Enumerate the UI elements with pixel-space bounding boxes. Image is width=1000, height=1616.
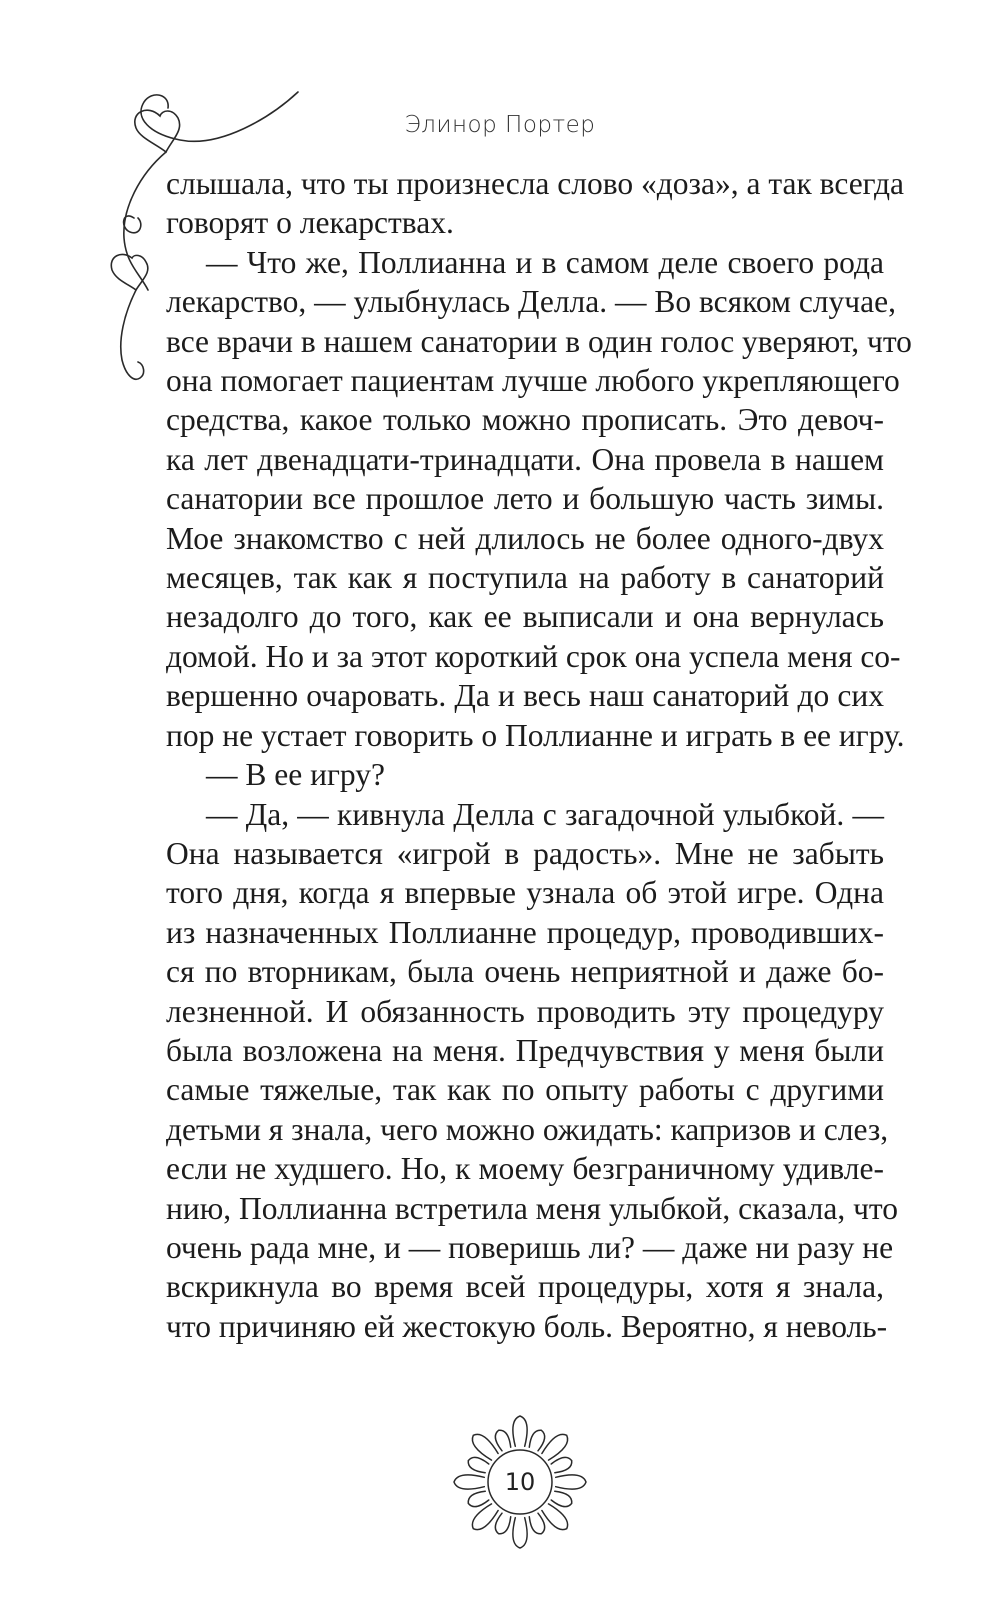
text-line: лекарство, — улыбнулась Делла. — Во всяком случае, (166, 284, 896, 320)
text-line: детьми я знала, чего можно ожидать: капризов и слез, (166, 1111, 889, 1147)
text-line: очень рада мне, и — поверишь ли? — даже ни разу не (166, 1229, 894, 1265)
sun-ray (551, 1491, 572, 1506)
text-line: самые тяжелые, так как по опыту работы с другими (166, 1072, 884, 1108)
text-line: она помогает пациентам лучше любого укрепляющего (166, 363, 900, 399)
page-number: 10 (504, 1468, 536, 1496)
text-line: санатории все прошлое лето и большую часть зимы. (166, 481, 884, 517)
sun-ray (495, 1430, 510, 1451)
sun-ray (495, 1513, 510, 1534)
text-line: — Что же, Поллианна и в самом деле своего рода (206, 244, 884, 280)
text-line: говорят о лекарствах. (166, 205, 454, 241)
text-line: из назначенных Поллианне процедур, проводивших- (166, 914, 884, 950)
text-line: ка лет двенадцати-тринадцати. Она провела в нашем (166, 441, 884, 477)
text-line: Она называется «игрой в радость». Мне не забыть (166, 835, 884, 871)
text-line: была возложена на меня. Предчувствия у меня были (166, 1032, 884, 1068)
sun-ray (529, 1430, 544, 1451)
text-line: все врачи в нашем санатории в один голос уверяют, что (166, 323, 912, 359)
text-line: что причиняю ей жестокую боль. Вероятно, я неволь- (166, 1308, 888, 1344)
text-line: незадолго до того, как ее выписали и она вернулась (166, 599, 884, 635)
sun-ray (454, 1475, 484, 1489)
text-line: месяцев, так как я поступила на работу в санаторий (166, 560, 884, 596)
text-line: лезненной. И обязанность проводить эту процедуру (166, 993, 884, 1029)
text-line: — В ее игру? (206, 757, 385, 793)
text-line: слышала, что ты произнесла слово «доза», а так всегда (166, 166, 905, 201)
text-line: Мое знакомство с ней длилось не более одного-двух (166, 520, 884, 556)
text-line: нию, Поллианна встретила меня улыбкой, сказала, что (166, 1190, 899, 1226)
sun-ray (529, 1513, 544, 1534)
text-line: — Да, — кивнула Делла с загадочной улыбкой. — (206, 796, 884, 832)
page-body-text (166, 164, 912, 1346)
sun-ray (556, 1475, 586, 1489)
sun-ray (513, 1416, 527, 1446)
text-line: ся по вторникам, была очень неприятной и даже бо- (166, 954, 884, 990)
text-line: вершенно очаровать. Да и весь наш санаторий до сих (166, 678, 884, 714)
text-line: если не худшего. Но, к моему безграничному удивле- (166, 1151, 884, 1187)
sun-ray (468, 1457, 489, 1472)
text-line: вскрикнула во время всей процедуры, хотя я знала, (166, 1269, 884, 1305)
text-line: домой. Но и за этот короткий срок она успела меня со- (166, 638, 901, 674)
sun-ray (468, 1491, 489, 1506)
sun-ray (551, 1457, 572, 1472)
running-head: Элинор Портер (404, 112, 596, 138)
text-line: средства, какое только можно прописать. Это девоч- (166, 402, 884, 438)
sun-ray (513, 1518, 527, 1548)
text-line: пор не устает говорить о Поллианне и играть в ее игру. (166, 717, 905, 753)
text-line: того дня, когда я впервые узнала об этой игре. Одна (166, 875, 884, 911)
